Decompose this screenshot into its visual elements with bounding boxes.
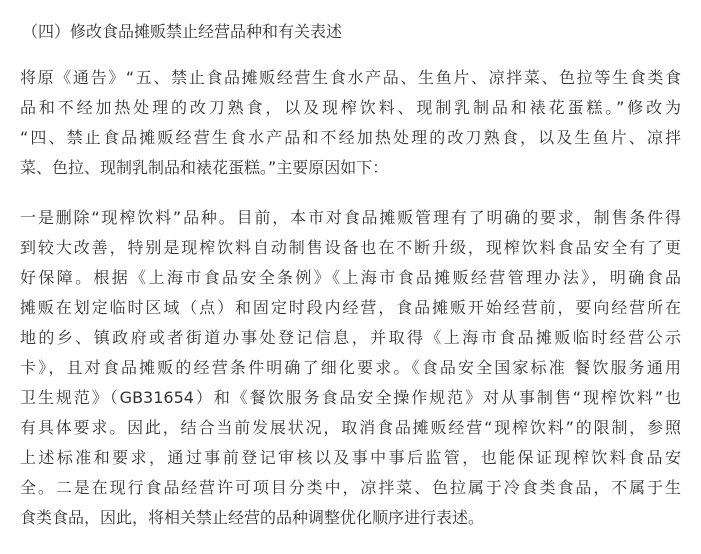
text-line: 菜、色拉、现制乳制品和裱花蛋糕。”主要原因如下： — [20, 158, 389, 177]
text-line: 品和不经加热处理的改刀熟食，以及现榨饮料、现制乳制品和裱花蛋糕。”修改为 — [20, 98, 681, 117]
text-line: “四、禁止食品摊贩经营生食水产品和不经加热处理的改刀熟食，以及生鱼片、凉拌 — [20, 128, 681, 147]
text-line: 卡》，且对食品摊贩的经营条件明确了细化要求。《食品安全国家标准 餐饮服务通用 — [20, 358, 681, 377]
text-line: 将原《通告》“五、禁止食品摊贩经营生食水产品、生鱼片、凉拌菜、色拉等生食类食 — [20, 68, 681, 87]
paragraph-amendment — [20, 63, 681, 183]
text-line: 好保障。根据《上海市食品安全条例》《上海市食品摊贩经营管理办法》，明确食品 — [20, 268, 681, 287]
text-line: 上述标准和要求，通过事前登记审核以及事中事后监管，也能保证现榨饮料食品安 — [20, 448, 681, 467]
text-line: 有具体要求。因此，结合当前发展状况，取消食品摊贩经营“现榨饮料”的限制，参照 — [20, 418, 681, 437]
text-line: 摊贩在划定临时区域（点）和固定时段内经营，食品摊贩开始经营前，要向经营所在 — [20, 298, 681, 317]
text-line: 全。二是在现行食品经营许可项目分类中，凉拌菜、色拉属于冷食类食品，不属于生 — [20, 478, 681, 497]
section-heading: （四）修改食品摊贩禁止经营品种和有关表述 — [22, 22, 343, 41]
paragraph-reasons — [20, 203, 681, 533]
text-line: 卫生规范》（GB31654）和《餐饮服务食品安全操作规范》对从事制售“现榨饮料”也 — [20, 388, 681, 407]
text-line: 地的乡、镇政府或者街道办事处登记信息，并取得《上海市食品摊贩临时经营公示 — [20, 328, 681, 347]
text-line: 食类食品，因此，将相关禁止经营的品种调整优化顺序进行表述。 — [20, 508, 485, 527]
text-line: 到较大改善，特别是现榨饮料自动制售设备也在不断升级，现榨饮料食品安全有了更 — [20, 238, 681, 257]
text-line: 一是删除“现榨饮料”品种。目前，本市对食品摊贩管理有了明确的要求，制售条件得 — [20, 208, 681, 227]
